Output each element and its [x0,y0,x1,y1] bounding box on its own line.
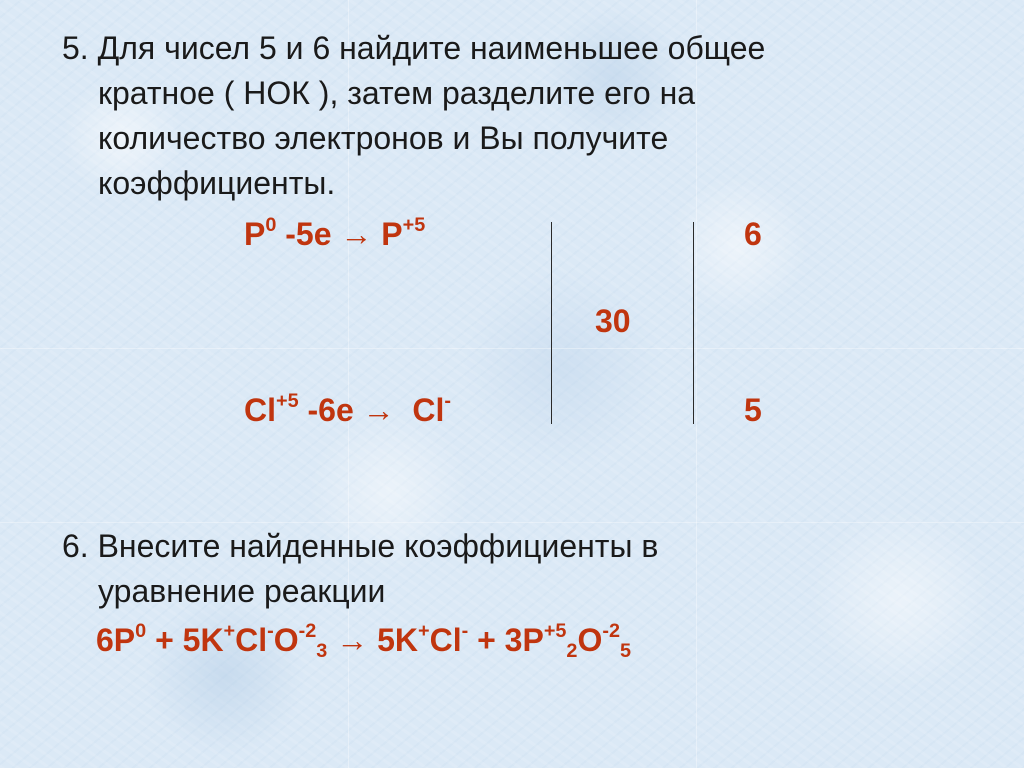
oxidation-state: 0 [135,620,147,643]
half-reaction-phosphorus [244,216,425,252]
oxidation-state: 0 [265,214,277,237]
subscript-index: 5 [619,639,632,662]
oxidation-state: +5 [543,620,567,643]
background-seam [0,348,1024,349]
step-5-instructions [62,26,765,206]
step-5-line: 5. Для чисел 5 и 6 найдите наименьшее общее [62,30,766,66]
equation-term: O [273,622,299,658]
oxidation-state: -2 [298,620,317,643]
oxidation-state: + [223,620,236,643]
equation-term: 6P [96,622,136,658]
half-reaction-chlorine [244,392,451,428]
background-seam [0,522,1024,523]
oxidation-state: +5 [276,390,299,413]
coefficient-chlorine: 5 [744,392,762,428]
balanced-equation [96,620,632,662]
oxidation-state: + [418,620,430,643]
oxidation-state: - [444,390,452,413]
element-symbol: Cl [394,392,445,428]
equation-term: 5K [377,622,418,658]
reaction-arrow-icon: → [362,392,395,428]
electron-transfer: -6e [298,392,363,428]
equation-term: + 5K [146,622,224,658]
step-5-line: количество электронов и Вы получите [98,120,669,156]
divider-line-right [693,222,694,424]
step-6-instructions [62,524,658,614]
reaction-arrow-icon: → [340,216,373,252]
element-symbol: Cl [244,392,276,428]
oxidation-state: -2 [602,620,620,643]
reaction-arrow-icon: → [327,622,378,658]
least-common-multiple: 30 [595,303,631,339]
equation-term: O [577,622,603,658]
step-5-line: кратное ( НОК ), затем разделите его на [98,75,696,111]
step-6-line: уравнение реакции [98,573,386,609]
step-6-line: 6. Внесите найденные коэффициенты в [62,528,659,564]
element-symbol: P [372,216,403,252]
equation-term: + 3P [468,622,544,658]
step-5-line: коэффициенты. [98,165,336,201]
coefficient-phosphorus: 6 [744,216,762,252]
divider-line-left [551,222,552,424]
subscript-index: 2 [566,639,578,662]
oxidation-state: - [267,620,274,643]
equation-term: Cl [235,622,268,658]
oxidation-state: - [461,620,469,643]
element-symbol: P [244,216,266,252]
subscript-index: 3 [316,639,328,662]
electron-transfer: -5e [276,216,341,252]
equation-term: Cl [429,622,462,658]
oxidation-state: +5 [402,214,426,237]
